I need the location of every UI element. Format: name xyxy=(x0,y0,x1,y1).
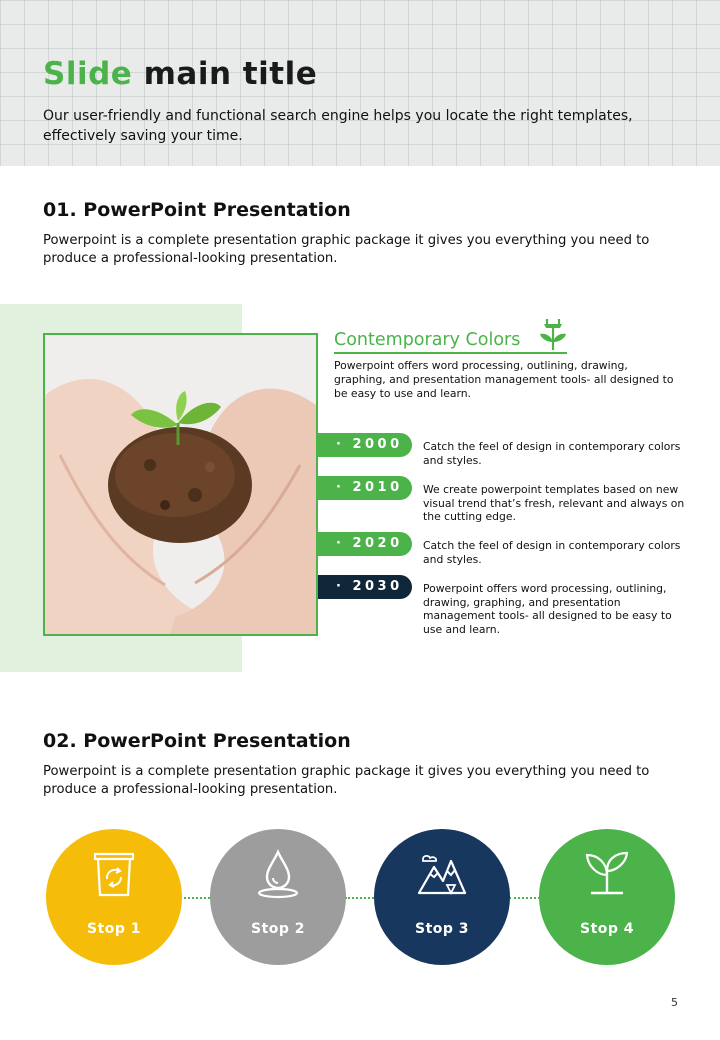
page-number: 5 xyxy=(671,996,678,1009)
section2-body: Powerpoint is a complete presentation graphic package it gives you everything you need to produce a professional-looking presentation. xyxy=(43,764,650,797)
step-circle-2 xyxy=(210,829,346,965)
hands-seedling-illustration xyxy=(45,335,316,634)
step-circle-4 xyxy=(539,829,675,965)
timeline-year-pill: · 2020 xyxy=(318,532,412,556)
plant-plug-icon xyxy=(538,314,568,352)
timeline-year-pill: · 2010 xyxy=(318,476,412,500)
step-circle-1 xyxy=(46,829,182,965)
section1-heading: 01. PowerPoint Presentation xyxy=(43,199,351,221)
section1-body: Powerpoint is a complete presentation graphic package it gives you everything you need to produce a professional-looking presentation. xyxy=(43,233,650,266)
timeline-description: We create powerpoint templates based on new visual trend that’s fresh, relevant and always on the cutting edge. xyxy=(423,483,685,523)
page-title xyxy=(43,56,317,92)
step-label: Stop 4 xyxy=(579,921,635,937)
contemporary-title: Contemporary Colors xyxy=(334,330,521,350)
connector-dots xyxy=(180,897,214,899)
timeline-year-pill: · 2000 xyxy=(318,433,412,457)
timeline-description: Catch the feel of design in contemporary colors and styles. xyxy=(423,539,681,566)
title-accent: Slide xyxy=(43,56,133,92)
contemporary-underline xyxy=(334,352,567,354)
timeline-description: Powerpoint offers word processing, outlining, drawing, graphing, and presentation management tools- all designed to be easy to use and learn. xyxy=(423,582,672,636)
hands-soil-photo xyxy=(43,333,318,636)
timeline-description: Catch the feel of design in contemporary colors and styles. xyxy=(423,440,681,467)
step-circle-3 xyxy=(374,829,510,965)
recycle-bin-icon xyxy=(89,849,139,899)
sprout-icon xyxy=(582,849,632,899)
water-drop-icon xyxy=(253,849,303,899)
step-label: Stop 3 xyxy=(414,921,470,937)
timeline-year-pill: · 2030 xyxy=(318,575,412,599)
section2-heading: 02. PowerPoint Presentation xyxy=(43,730,351,752)
step-label: Stop 2 xyxy=(250,921,306,937)
step-label: Stop 1 xyxy=(86,921,142,937)
title-rest: main title xyxy=(143,56,318,92)
header-banner xyxy=(0,0,720,166)
page-subtitle: Our user-friendly and functional search engine helps you locate the right templates, effectively saving your time. xyxy=(43,108,633,144)
contemporary-description: Powerpoint offers word processing, outlining, drawing, graphing, and presentation management tools- all designed to be easy to use and learn. xyxy=(334,359,674,400)
mountains-icon xyxy=(417,849,467,899)
